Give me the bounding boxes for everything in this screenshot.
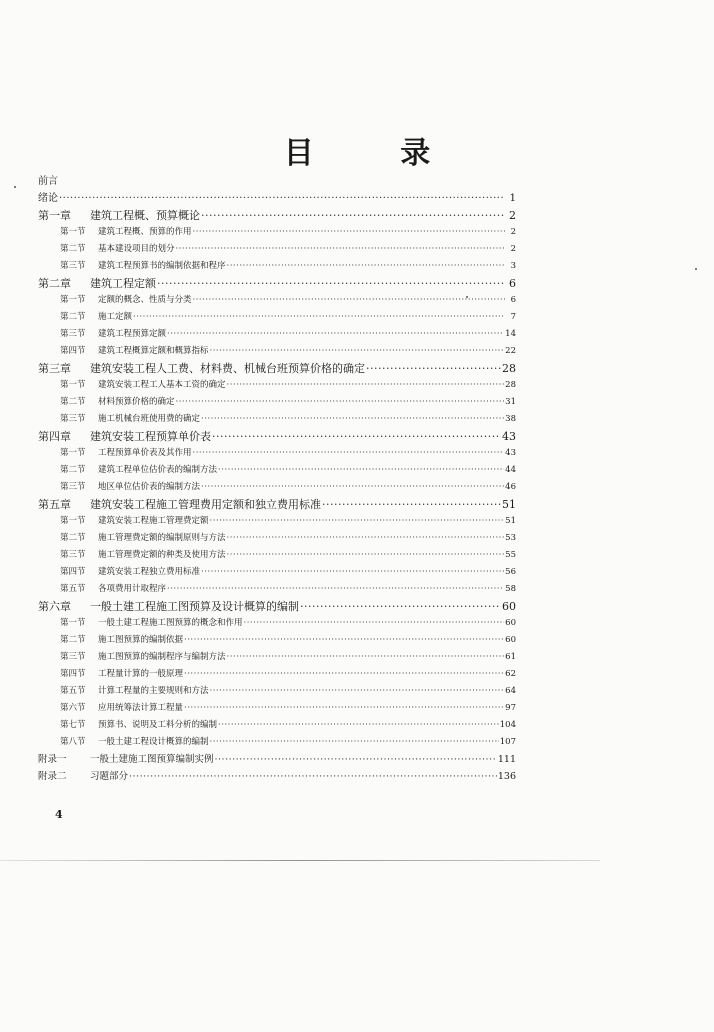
toc-entry-title: 建筑安装工程独立费用标准 bbox=[98, 567, 201, 577]
toc-entry-number: 第四节 bbox=[60, 346, 86, 356]
toc-entry-number: 第五节 bbox=[60, 686, 86, 696]
toc-entry-number: 第二节 bbox=[60, 397, 86, 407]
toc-entry-section bbox=[38, 547, 516, 564]
toc-entry-page: 64 bbox=[505, 686, 516, 696]
toc-entry-section bbox=[38, 394, 516, 411]
toc-entry-number: 第二节 bbox=[60, 465, 86, 475]
toc-entry-number: 第四节 bbox=[60, 669, 86, 679]
toc-entry-page: 51 bbox=[505, 516, 516, 526]
toc-entry-title: 建筑安装工程施工管理费定额 bbox=[98, 516, 209, 526]
toc-leader-dots bbox=[227, 649, 505, 666]
toc-entry-intro bbox=[38, 190, 516, 207]
toc-leader-dots bbox=[227, 377, 505, 394]
toc-entry-number: 第二节 bbox=[60, 533, 86, 543]
toc-entry-page: 22 bbox=[505, 346, 516, 356]
toc-entry-number: 第三节 bbox=[60, 414, 86, 424]
toc-entry-section bbox=[38, 258, 516, 275]
toc-entry-section bbox=[38, 326, 516, 343]
toc-entry-page: 31 bbox=[505, 397, 516, 407]
toc-entry-title: 建筑工程预算定额 bbox=[98, 329, 167, 339]
toc-entry-section bbox=[38, 666, 516, 683]
toc-entry-title: 绪论 bbox=[38, 193, 58, 204]
toc-entry-section bbox=[38, 700, 516, 717]
toc-entry-page: 111 bbox=[497, 754, 516, 765]
toc-entry-page: 44 bbox=[505, 465, 516, 475]
toc-entry-title: 施工管理费定额的编制原则与方法 bbox=[98, 533, 226, 543]
toc-entry-title: 建筑安装工程人工费、材料费、机械台班预算价格的确定 bbox=[90, 362, 365, 375]
toc-leader-dots bbox=[201, 411, 504, 428]
toc-entry-chapter bbox=[38, 360, 516, 377]
toc-entry-page: 56 bbox=[505, 567, 516, 577]
toc-entry-chapter bbox=[38, 428, 516, 445]
toc-entry-page: 2 bbox=[510, 227, 516, 237]
toc-entry-title: 建筑工程预算书的编制依据和程序 bbox=[98, 261, 226, 271]
toc-entry-number: 第六节 bbox=[60, 703, 86, 713]
toc-entry-title: 应用统筹法计算工程量 bbox=[98, 703, 184, 713]
toc-entry-number: 第四节 bbox=[60, 567, 86, 577]
toc-leader-dots bbox=[176, 394, 505, 411]
toc-entry-chapter bbox=[38, 496, 516, 513]
scan-speck bbox=[14, 186, 16, 188]
toc-entry-page: 61 bbox=[505, 652, 516, 662]
toc-entry-page: 2 bbox=[509, 209, 516, 222]
toc-entry-page: 60 bbox=[505, 618, 516, 628]
toc-leader-dots bbox=[210, 734, 499, 751]
toc-entry-number: 第三节 bbox=[60, 550, 86, 560]
toc-entry-number: 第五节 bbox=[60, 584, 86, 594]
toc-entry-page: 60 bbox=[505, 635, 516, 645]
toc-entry-number: 第二节 bbox=[60, 312, 86, 322]
toc-leader-dots bbox=[227, 530, 505, 547]
toc-entry-number: 第一节 bbox=[60, 618, 86, 628]
toc-entry-number: 第一节 bbox=[60, 295, 86, 305]
toc-entry-title: 预算书、说明及工料分析的编制 bbox=[98, 720, 218, 730]
toc-leader-dots bbox=[129, 768, 497, 785]
toc-leader-dots bbox=[59, 190, 505, 207]
toc-entry-title: 一般土建工程施工图预算的概念和作用 bbox=[98, 618, 243, 628]
toc-leader-dots bbox=[201, 564, 504, 581]
toc-entry-section bbox=[38, 649, 516, 666]
toc-entry-page: 60 bbox=[502, 600, 516, 613]
toc-entry-number: 第三节 bbox=[60, 482, 86, 492]
toc-entry-title: 各项费用计取程序 bbox=[98, 584, 167, 594]
toc-entry-title: 计算工程量的主要规则和方法 bbox=[98, 686, 209, 696]
toc-entry-appendix bbox=[38, 751, 516, 768]
toc-leader-dots bbox=[210, 683, 505, 700]
toc-entry-number: 第一章 bbox=[38, 209, 71, 222]
toc-entry-section bbox=[38, 411, 516, 428]
toc-entry-section bbox=[38, 513, 516, 530]
table-of-contents bbox=[38, 173, 516, 785]
toc-entry-title: 工程量计算的一般原理 bbox=[98, 669, 184, 679]
toc-entry-title: 建筑工程定额 bbox=[90, 277, 156, 290]
toc-entry-number: 第八节 bbox=[60, 737, 86, 747]
toc-entry-number: 第三章 bbox=[38, 362, 71, 375]
toc-leader-dots bbox=[184, 700, 504, 717]
toc-entry-section bbox=[38, 241, 516, 258]
toc-entry-page: 7 bbox=[510, 312, 516, 322]
toc-entry-title: 建筑工程概、预算概论 bbox=[90, 209, 200, 222]
toc-entry-title: 建筑安装工程工人基本工资的确定 bbox=[98, 380, 226, 390]
toc-entry-title: 施工图预算的编制依据 bbox=[98, 635, 184, 645]
toc-entry-page: 97 bbox=[505, 703, 516, 713]
toc-entry-number: 附录二 bbox=[38, 771, 67, 782]
toc-leader-dots bbox=[227, 547, 505, 564]
scan-artifact-line bbox=[0, 860, 600, 861]
toc-entry-chapter bbox=[38, 207, 516, 224]
toc-entry-title: 工程预算单价表及其作用 bbox=[98, 448, 192, 458]
toc-entry-title: 一般土建工程施工图预算及设计概算的编制 bbox=[90, 600, 299, 613]
toc-entry-page: 14 bbox=[505, 329, 516, 339]
toc-entry-section bbox=[38, 581, 516, 598]
toc-entry-title: 一般土建工程设计概算的编制 bbox=[98, 737, 209, 747]
toc-entry-page: 28 bbox=[505, 380, 516, 390]
toc-leader-dots bbox=[227, 258, 505, 275]
toc-entry-page: 107 bbox=[499, 737, 516, 747]
toc-entry-section bbox=[38, 615, 516, 632]
toc-entry-title: 定额的概念、性质与分类 bbox=[98, 295, 192, 305]
toc-entry-section bbox=[38, 734, 516, 751]
toc-entry-page: 51 bbox=[502, 498, 516, 511]
toc-entry-title: 材料预算价格的确定 bbox=[98, 397, 175, 407]
toc-leader-dots bbox=[201, 479, 504, 496]
toc-entry-title: 建筑工程概算定额和概算指标 bbox=[98, 346, 209, 356]
toc-entry-section bbox=[38, 479, 516, 496]
toc-entry-intro bbox=[38, 173, 516, 190]
toc-entry-number: 第二节 bbox=[60, 635, 86, 645]
page-number: 4 bbox=[55, 808, 63, 821]
toc-entry-title: 施工图预算的编制程序与编制方法 bbox=[98, 652, 226, 662]
toc-entry-page: 55 bbox=[505, 550, 516, 560]
toc-leader-dots bbox=[210, 513, 505, 530]
toc-entry-section bbox=[38, 309, 516, 326]
toc-entry-number: 第一节 bbox=[60, 448, 86, 458]
toc-entry-section bbox=[38, 632, 516, 649]
toc-entry-appendix bbox=[38, 768, 516, 785]
toc-entry-page: 28 bbox=[502, 362, 516, 375]
toc-entry-section bbox=[38, 292, 516, 309]
toc-entry-section bbox=[38, 683, 516, 700]
toc-entry-section bbox=[38, 717, 516, 734]
toc-leader-dots bbox=[322, 496, 501, 513]
toc-leader-dots bbox=[167, 326, 504, 343]
toc-leader-dots bbox=[215, 751, 497, 768]
toc-entry-page: 6 bbox=[510, 295, 516, 305]
toc-entry-number: 第四章 bbox=[38, 430, 71, 443]
toc-entry-title: 建筑工程概、预算的作用 bbox=[98, 227, 192, 237]
toc-entry-number: 附录一 bbox=[38, 754, 67, 765]
toc-entry-number: 第六章 bbox=[38, 600, 71, 613]
toc-entry-page: 2 bbox=[510, 244, 516, 254]
toc-entry-number: 第五章 bbox=[38, 498, 71, 511]
toc-leader-dots bbox=[300, 598, 501, 615]
toc-entry-section bbox=[38, 445, 516, 462]
toc-leader-dots bbox=[201, 207, 505, 224]
toc-entry-page: 104 bbox=[499, 720, 516, 730]
toc-entry-chapter bbox=[38, 275, 516, 292]
toc-entry-page: 43 bbox=[505, 448, 516, 458]
toc-entry-section bbox=[38, 343, 516, 360]
toc-entry-page: 43 bbox=[502, 430, 516, 443]
toc-entry-page: 3 bbox=[510, 261, 516, 271]
toc-leader-dots bbox=[193, 224, 505, 241]
scan-speck bbox=[466, 296, 468, 298]
toc-entry-title: 施工管理费定额的种类及使用方法 bbox=[98, 550, 226, 560]
toc-leader-dots bbox=[366, 360, 501, 377]
toc-leader-dots bbox=[193, 292, 505, 309]
toc-entry-page: 46 bbox=[505, 482, 516, 492]
toc-entry-number: 第一节 bbox=[60, 227, 86, 237]
toc-entry-number: 第三节 bbox=[60, 329, 86, 339]
toc-entry-page: 136 bbox=[497, 771, 516, 782]
toc-entry-title: 基本建设项目的划分 bbox=[98, 244, 175, 254]
toc-entry-page: 53 bbox=[505, 533, 516, 543]
toc-entry-section bbox=[38, 462, 516, 479]
toc-entry-title: 建筑工程单位估价表的编制方法 bbox=[98, 465, 218, 475]
toc-entry-section bbox=[38, 564, 516, 581]
toc-entry-number: 第一节 bbox=[60, 516, 86, 526]
scan-speck bbox=[695, 268, 697, 270]
page-title: 目 录 bbox=[283, 136, 469, 171]
toc-leader-dots bbox=[218, 462, 504, 479]
toc-entry-title: 一般土建施工图预算编制实例 bbox=[90, 754, 214, 765]
toc-leader-dots bbox=[157, 275, 505, 292]
toc-entry-number: 第七节 bbox=[60, 720, 86, 730]
toc-entry-page: 58 bbox=[505, 584, 516, 594]
toc-entry-title: 前言 bbox=[38, 176, 58, 187]
toc-entry-title: 建筑安装工程预算单价表 bbox=[90, 430, 211, 443]
toc-entry-number: 第二章 bbox=[38, 277, 71, 290]
toc-entry-number: 第二节 bbox=[60, 244, 86, 254]
toc-entry-chapter bbox=[38, 598, 516, 615]
toc-entry-number: 第一节 bbox=[60, 380, 86, 390]
toc-entry-title: 施工定额 bbox=[98, 312, 133, 322]
toc-leader-dots bbox=[133, 309, 505, 326]
toc-leader-dots bbox=[193, 445, 505, 462]
toc-entry-number: 第三节 bbox=[60, 652, 86, 662]
toc-entry-title: 习题部分 bbox=[90, 771, 129, 782]
toc-leader-dots bbox=[244, 615, 505, 632]
toc-leader-dots bbox=[212, 428, 501, 445]
toc-entry-title: 施工机械台班使用费的确定 bbox=[98, 414, 201, 424]
toc-leader-dots bbox=[210, 343, 505, 360]
toc-entry-page: 6 bbox=[509, 277, 516, 290]
toc-entry-page: 1 bbox=[509, 193, 516, 204]
toc-leader-dots bbox=[184, 666, 504, 683]
toc-entry-section bbox=[38, 530, 516, 547]
toc-entry-title: 地区单位估价表的编制方法 bbox=[98, 482, 201, 492]
toc-entry-title: 建筑安装工程施工管理费用定额和独立费用标准 bbox=[90, 498, 321, 511]
toc-entry-section bbox=[38, 224, 516, 241]
toc-entry-page: 38 bbox=[505, 414, 516, 424]
toc-leader-dots bbox=[176, 241, 505, 258]
toc-entry-number: 第三节 bbox=[60, 261, 86, 271]
toc-leader-dots bbox=[167, 581, 504, 598]
toc-leader-dots bbox=[184, 632, 504, 649]
toc-entry-section bbox=[38, 377, 516, 394]
toc-entry-page: 62 bbox=[505, 669, 516, 679]
toc-leader-dots bbox=[218, 717, 499, 734]
